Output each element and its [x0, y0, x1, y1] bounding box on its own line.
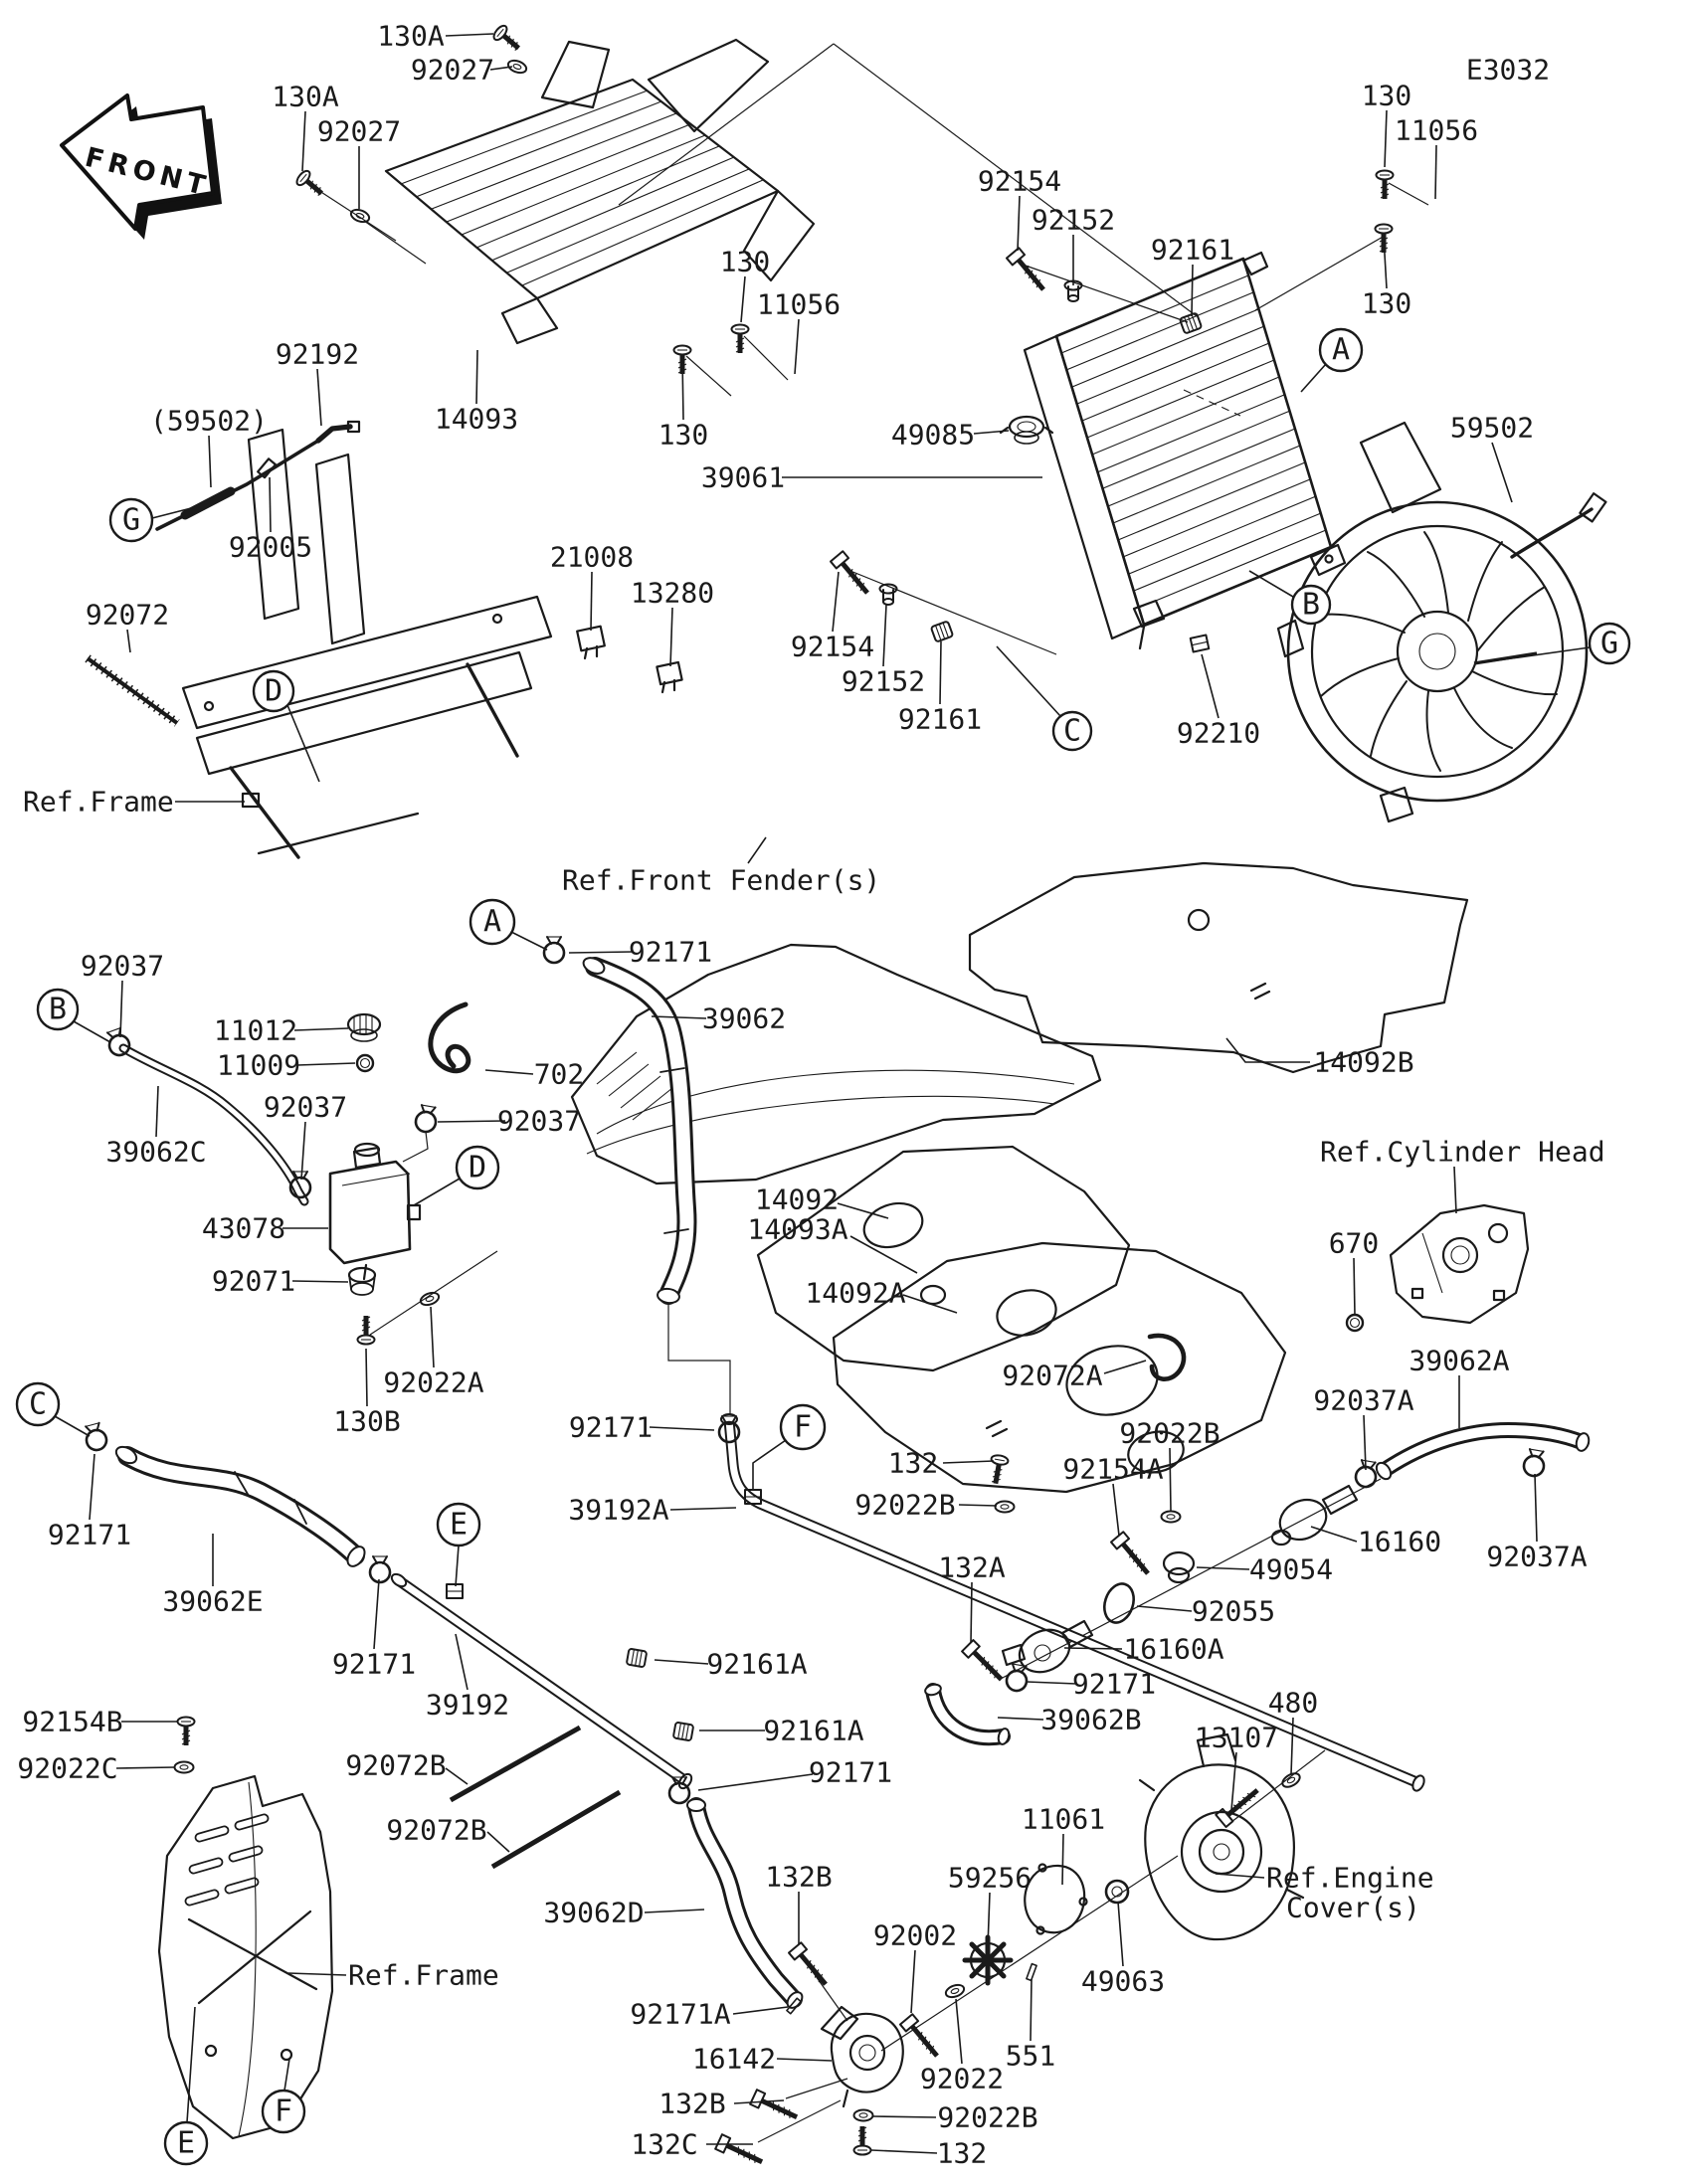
leader-line [297, 1063, 355, 1065]
radiator-art [1001, 253, 1345, 648]
part-label: 11012 [213, 1013, 298, 1047]
leader-line [670, 608, 672, 666]
callout-letter-A: A [482, 904, 502, 940]
part-label: 92027 [410, 53, 495, 87]
part-label: 39062C [105, 1135, 207, 1169]
part-label: 132 [887, 1446, 939, 1480]
damper-icon [931, 621, 953, 641]
leader-line [734, 2100, 784, 2103]
leader-line [943, 1461, 994, 1463]
damper-icon [627, 1649, 648, 1668]
part-label: 49085 [890, 418, 976, 452]
part-label: 92154 [977, 164, 1062, 198]
clamp-icon [370, 1556, 390, 1582]
relay-icons [577, 627, 681, 692]
leader-line [1104, 1361, 1146, 1373]
part-label: 130A [272, 80, 339, 113]
part-label: 39192A [568, 1493, 669, 1527]
leader-line [116, 1767, 175, 1768]
part-label: 39062A [1409, 1344, 1510, 1377]
part-label: 43078 [201, 1211, 286, 1245]
callout-leader [187, 2007, 195, 2122]
callout-letter-D: D [264, 673, 283, 709]
screw-icon [178, 1718, 195, 1746]
leader-line [956, 1999, 962, 2064]
washer-icon [854, 2110, 873, 2121]
part-label: 92161A [706, 1647, 808, 1681]
leader-line [591, 572, 592, 631]
leader-line [1170, 1448, 1171, 1511]
part-label: Ref.Frame [23, 785, 174, 819]
callout-letter-G: G [1599, 626, 1619, 661]
part-label: 39062 [701, 1001, 787, 1035]
part-label: 92154 [790, 630, 875, 663]
leader-line [1197, 1567, 1249, 1569]
part-label: 14092 [754, 1183, 840, 1216]
callout-leader [456, 1546, 459, 1586]
part-label: 92071 [211, 1264, 296, 1298]
callout-leader [997, 646, 1060, 716]
part-label: E3032 [1465, 53, 1551, 87]
leader-line [438, 1121, 505, 1122]
callout-leader [1301, 364, 1326, 392]
callout-letter-C: C [28, 1386, 48, 1422]
part-label: Ref.Front Fender(s) [562, 863, 881, 897]
part-label: 92002 [872, 1918, 958, 1952]
leader-line [650, 1427, 714, 1430]
screw-icon [674, 346, 691, 375]
callout-leader [74, 1021, 110, 1042]
clamp-icon [1005, 1664, 1029, 1693]
callout-letter-D: D [468, 1150, 487, 1185]
washer-icon [506, 59, 528, 76]
part-label: (59502) [149, 404, 269, 438]
leader-line [1454, 1167, 1456, 1213]
part-label: 92161 [1150, 233, 1235, 267]
part-label: 59256 [947, 1861, 1033, 1895]
leader-line [971, 1582, 972, 1643]
leader-line [1202, 654, 1219, 718]
leader-line [127, 630, 130, 652]
callout-letter-F: F [274, 2093, 293, 2129]
part-label: 132 [936, 2136, 988, 2170]
skid-plate-art [159, 1728, 620, 2138]
leader-line [569, 952, 633, 953]
leader-line [777, 2059, 832, 2061]
leader-line [1062, 1834, 1063, 1885]
damper-icon [1180, 312, 1202, 333]
part-label: 39061 [700, 460, 786, 494]
leader-line [317, 369, 321, 426]
callout-letter-B: B [48, 992, 68, 1027]
part-label: 92161 [897, 702, 983, 736]
callout-leader [55, 1416, 90, 1436]
callout-leader [1249, 571, 1293, 597]
leader-line [698, 1774, 813, 1790]
callout-leader [753, 1440, 786, 1490]
oring-icon [1347, 1315, 1363, 1331]
leader-line [959, 1505, 997, 1506]
leader-line [1435, 145, 1436, 199]
callout-letter-C: C [1062, 713, 1082, 749]
pin-icon [1027, 1964, 1036, 1981]
part-label: 11061 [1021, 1802, 1106, 1836]
leader-line [883, 605, 886, 666]
screw-icon [854, 2126, 871, 2155]
part-label: 11056 [1394, 113, 1479, 147]
part-label: 92171 [331, 1647, 417, 1681]
clip-icon [1191, 635, 1210, 651]
front-arrow-label: FRONT [82, 141, 214, 203]
callout-leader [414, 1179, 460, 1205]
callout-leader [287, 705, 319, 782]
leader-line [446, 34, 493, 36]
bolt-icon [750, 2090, 800, 2124]
part-label: 132C [631, 2127, 698, 2161]
part-label: 92154B [22, 1705, 123, 1738]
part-label: 21008 [549, 540, 635, 574]
part-label: 92022B [1119, 1416, 1221, 1450]
part-label: 92037A [1486, 1540, 1588, 1573]
leader-line [374, 1579, 379, 1649]
leader-line [903, 1295, 957, 1313]
part-label: 92037 [496, 1104, 582, 1138]
callout-letter-E: E [449, 1507, 469, 1543]
callout-letter-E: E [176, 2125, 196, 2161]
leader-line [1226, 1038, 1310, 1062]
screw-icon [987, 1454, 1009, 1485]
bolt-icon [900, 2014, 943, 2061]
leader-line [940, 641, 941, 704]
part-label: 92072B [345, 1748, 447, 1782]
bolt-icon [962, 1640, 1007, 1685]
leader-line [1027, 1682, 1076, 1684]
part-label: 92152 [1031, 203, 1116, 237]
part-label: Ref.Engine [1266, 1861, 1434, 1895]
part-label: 92171 [1071, 1667, 1157, 1701]
hose-39062A-art [1374, 1430, 1591, 1482]
part-label: 92022C [17, 1751, 118, 1785]
leader-line [1492, 443, 1512, 502]
leader-line [871, 2150, 937, 2153]
part-label: 92171 [628, 935, 713, 969]
leader-line [1031, 1979, 1032, 2041]
leader-line [1311, 1527, 1357, 1542]
leader-line [1364, 1415, 1366, 1470]
callout-letter-G: G [121, 502, 141, 538]
part-label: 92171A [630, 1997, 731, 2031]
leader-line [741, 276, 745, 322]
clamp-icon [83, 1422, 108, 1452]
leader-line [733, 2007, 788, 2014]
screw-icon [358, 1316, 375, 1345]
leader-line [288, 1973, 346, 1975]
part-label: 551 [1005, 2039, 1056, 2073]
callout-letter-A: A [1331, 332, 1351, 368]
part-label: 92022A [383, 1365, 484, 1399]
bolt-icon [1216, 1784, 1262, 1827]
part-label: 92171 [568, 1410, 654, 1444]
part-label: 92072A [1002, 1359, 1103, 1392]
part-label: 92037A [1313, 1383, 1414, 1417]
part-label: Ref.Cylinder Head [1320, 1135, 1605, 1169]
leader-line [872, 2116, 936, 2117]
leader-line [301, 1122, 305, 1180]
part-label: 14093 [434, 402, 519, 436]
part-label: 480 [1267, 1686, 1319, 1720]
part-label: 13107 [1194, 1721, 1279, 1754]
washer-icon [1162, 1512, 1181, 1523]
part-label: 92171 [47, 1518, 132, 1551]
leader-line [974, 431, 1009, 434]
leader-line [431, 1307, 434, 1367]
part-label: 92192 [275, 337, 360, 371]
clip-icon [447, 1584, 463, 1598]
washer-icon [419, 1291, 441, 1308]
callout-leader [284, 2059, 289, 2091]
part-label: 92210 [1176, 716, 1261, 750]
part-label: 14092B [1313, 1045, 1414, 1079]
part-label: 39062B [1040, 1703, 1142, 1736]
pump-art [687, 1734, 1303, 2106]
damper-icon [673, 1723, 694, 1741]
leader-line [156, 1086, 158, 1137]
part-label: 49054 [1248, 1552, 1334, 1586]
callout-letter-F: F [793, 1409, 813, 1445]
washer-icon [1280, 1770, 1302, 1789]
washer-icon [349, 208, 371, 225]
part-label: 132A [938, 1550, 1006, 1584]
part-label: 11056 [756, 287, 842, 321]
part-label: 130B [333, 1404, 401, 1438]
part-label: 13280 [630, 576, 715, 610]
screw-icon [294, 169, 327, 200]
leader-line [1385, 110, 1387, 167]
leader-line [1231, 1752, 1236, 1810]
leader-line [1064, 1648, 1122, 1649]
front-arrow [62, 95, 222, 240]
part-label: 92152 [841, 664, 926, 698]
part-label: 132B [765, 1860, 833, 1894]
leader-line [485, 1070, 533, 1074]
leader-line [795, 319, 799, 374]
part-label: 132B [658, 2087, 726, 2120]
leader-line [270, 477, 271, 532]
leader-line [456, 1634, 468, 1690]
washer-icon [175, 1762, 194, 1773]
fan-art [1278, 423, 1605, 821]
screw-icon [491, 24, 524, 55]
part-label: 92022B [937, 2100, 1038, 2134]
oring-icon [357, 1055, 373, 1071]
leader-line [1137, 1606, 1192, 1611]
leader-line [294, 1028, 348, 1030]
part-label: 92022B [854, 1488, 956, 1522]
part-label: 39062D [543, 1896, 645, 1929]
part-label: Ref.Frame [348, 1958, 499, 1992]
leader-line [446, 1768, 468, 1784]
part-label: 92022 [919, 2062, 1005, 2095]
part-label: 16142 [691, 2042, 777, 2076]
fender-art [572, 945, 1100, 1183]
part-label: 92037 [263, 1090, 348, 1124]
leader-line [90, 1454, 94, 1520]
leader-line [1216, 1874, 1264, 1878]
part-label: 130A [377, 19, 445, 53]
callout-letter-B: B [1301, 587, 1321, 623]
part-label: 49063 [1080, 1964, 1166, 1998]
leader-line [645, 1910, 704, 1912]
leader-line [655, 1660, 708, 1664]
leader-line [1113, 1484, 1119, 1536]
bolt-icon [789, 1942, 832, 1989]
screw-icon [1376, 225, 1393, 254]
part-label: 92171 [808, 1755, 893, 1789]
leader-line [670, 1508, 736, 1510]
part-label: 16160 [1357, 1525, 1442, 1558]
part-label: Cover(s) [1286, 1891, 1420, 1924]
part-label: 14092A [805, 1276, 906, 1310]
part-label: 59502 [1449, 411, 1535, 445]
leader-line [209, 436, 211, 487]
leader-line [1192, 265, 1193, 316]
washer-icon [996, 1502, 1015, 1513]
leader-line [833, 572, 839, 632]
leader-line [1018, 196, 1020, 251]
leader-line [476, 350, 477, 404]
cylinder-head-art [1391, 1205, 1528, 1323]
leader-line [1535, 1474, 1537, 1542]
part-label: 14093A [747, 1212, 848, 1246]
part-label: 130 [1361, 286, 1412, 320]
leader-line [911, 1950, 915, 2013]
leader-line [366, 1349, 367, 1406]
leader-line [487, 1832, 509, 1852]
part-label: 130 [719, 245, 771, 278]
part-label: 39062E [162, 1584, 264, 1618]
frame-art [183, 430, 551, 857]
leader-line [998, 1718, 1043, 1720]
callout-leader [1476, 647, 1590, 663]
part-label: 92037 [80, 949, 165, 983]
bolt-icon [715, 2134, 765, 2169]
part-label: 92027 [316, 114, 402, 148]
part-label: 92072B [386, 1813, 487, 1847]
part-label: 11009 [216, 1048, 301, 1082]
leader-line [292, 1281, 348, 1282]
part-label: 39192 [425, 1688, 510, 1722]
bolt-icon [1111, 1532, 1154, 1578]
part-label: 92005 [228, 530, 313, 564]
leader-line [1354, 1258, 1355, 1315]
hose-39062-art [581, 955, 688, 1304]
part-label: 670 [1328, 1226, 1380, 1260]
leader-line [1118, 1902, 1123, 1966]
part-label: 130 [1361, 79, 1412, 112]
callout-leader [511, 932, 547, 950]
leader-line [302, 111, 305, 171]
part-label: 92055 [1191, 1594, 1276, 1628]
clamp-icon [1522, 1449, 1546, 1478]
clamp-icon [414, 1105, 438, 1134]
part-label: 130 [658, 418, 709, 452]
collar-icon [880, 585, 897, 606]
part-label: 702 [533, 1057, 585, 1091]
part-label: 92154A [1062, 1452, 1164, 1486]
leader-line [748, 837, 766, 863]
part-label: 92072 [85, 598, 170, 632]
part-label: 16160A [1123, 1632, 1224, 1666]
part-label: 92161A [763, 1714, 864, 1747]
